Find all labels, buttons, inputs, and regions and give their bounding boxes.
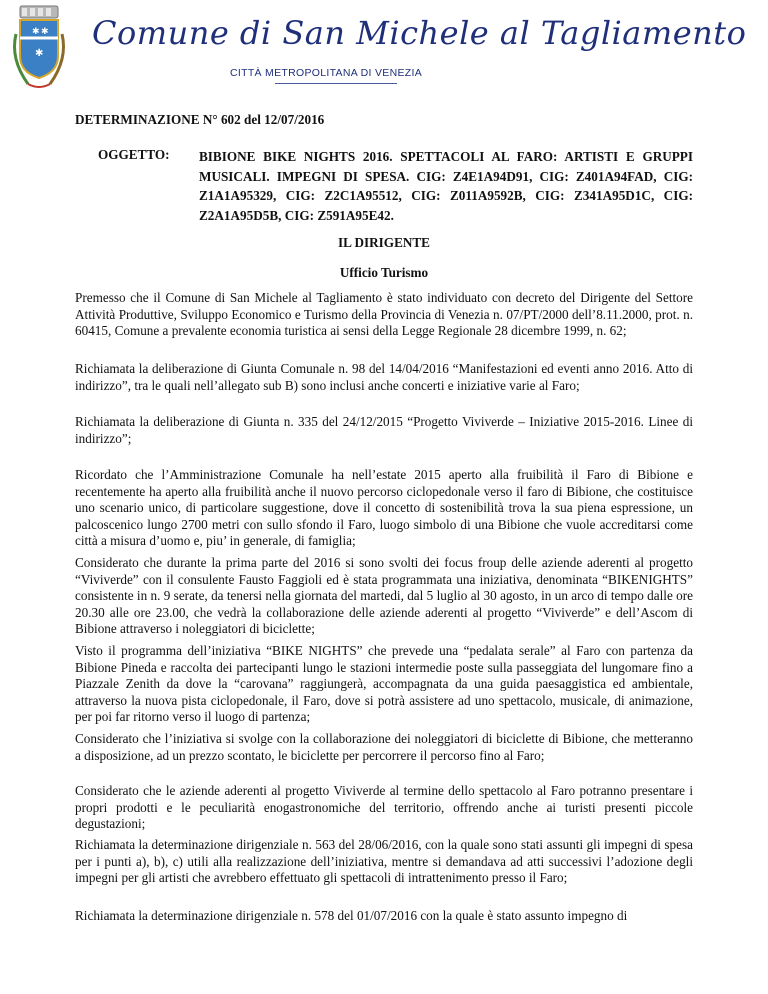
svg-text:✱: ✱ [41,27,49,37]
paragraph-premesso: Premesso che il Comune di San Michele al Tagliamento è stato individuato con decreto del Dirigente del Settore Attività Produttive, Sviluppo Economico e Turismo della Provincia di Venezia n. 07/PT/2000 dell’8.11.2000, prot. n. 60415, Comune a prevalente economia turistica ai sensi della Legge Regionale 28 dicembre 1999, n. 62; [75,290,693,339]
paragraph-considerato-focus: Considerato che durante la prima parte del 2016 si sono svolti dei focus froup delle aziende aderenti al progetto “Viviverde” con il consulente Fausto Faggioli ed è stata programmata una iniziativa, denominata “BIKENIGHTS” consistente in n. 9 serate, da tenersi nella giornata del martedi, dal 5 luglio al 30 agosto, in un arco di tempo dalle ore 20.30 alle ore 23.00, che vedrà la collaborazione delle aziende aderenti al progetto “Viviverde” e dell’Ascom di Bibione attraverso i noleggiatori di biciclette; [75,555,693,637]
subject-label: OGGETTO: [98,147,170,162]
paragraph-considerato-aziende: Considerato che le aziende aderenti al progetto Viviverde al termine dello spettacolo al Faro potranno presentare i propri prodotti e le peculiarità enogastronomiche del territorio, offrendo anche ai turisti presenti piccole degustazioni; [75,783,693,832]
header-divider [275,83,397,84]
section-heading-dirigente: IL DIRIGENTE [338,235,430,250]
office-heading: Ufficio Turismo [339,265,429,280]
paragraph-determinazione-578: Richiamata la determinazione dirigenziale n. 578 del 01/07/2016 con la quale è stato assunto impegno di [75,908,628,923]
paragraph-delibera-98: Richiamata la deliberazione di Giunta Comunale n. 98 del 14/04/2016 “Manifestazioni ed eventi anno 2016. Atto di indirizzo”, tra le quali nell’allegato sub B) sono inclusi anche concerti e iniziative varie al Faro; [75,361,693,393]
municipality-title: Comune di San Michele al Tagliamento [92,14,747,52]
metropolitan-city-subtitle: CITTÀ METROPOLITANA DI VENEZIA [230,67,422,79]
paragraph-determinazione-563: Richiamata la determinazione dirigenziale n. 563 del 28/06/2016, con la quale sono stati assunti gli impegni di spesa per i punti a), b), c) utili alla realizzazione dell’iniziativa, mentre si demandava ad atti successivi l’adozione degli impegni per gli artisti che avrebbero effettuato gli spettacoli di intrattenimento presso il Faro; [75,837,693,886]
paragraph-ricordato: Ricordato che l’Amministrazione Comunale ha nell’estate 2015 aperto alla fruibilità il Faro di Bibione e recentemente ha aperto alla fruibilità anche il nuovo percorso ciclopedonale verso il faro di Bibione, che costituisce uno scenario unico, di particolare suggestione, dove il concetto di sostenibilità trova la sua piena espressione, un palcoscenico lungo 2700 metri con sullo sfondo il Faro, luogo simbolo di una Bibione che vuole accreditarsi come città a misura d’uomo e, piu’ in generale, di famiglia; [75,467,693,549]
coat-of-arms-icon [8,4,70,92]
svg-text:✱: ✱ [35,48,44,59]
letterhead [0,0,768,95]
determination-number: DETERMINAZIONE N° 602 del 12/07/2016 [75,112,325,127]
paragraph-visto-programma: Visto il programma dell’iniziativa “BIKE NIGHTS” che prevede una “pedalata serale” al Faro con partenza da Bibione Pineda e raccolta dei partecipanti lungo le stazioni intermedie poste sulla passeggiata del lungomare fino a Piazzale Zenith da dove la “carovana” raggiungerà, accompagnata da una guida paesaggistica ed ambientale, attraverso la nuova pista ciclopedonale, il Faro, dove si potrà assistere ad uno spettacolo, musicale, di animazione, per poi far ritorno verso il luogo di partenza; [75,643,693,725]
subject-text: BIBIONE BIKE NIGHTS 2016. SPETTACOLI AL FARO: ARTISTI E GRUPPI MUSICALI. IMPEGNI DI SPESA. CIG: Z4E1A94D91, CIG: Z401A94FAD, CIG: Z1A1A95329, CIG: Z2C1A95512, CIG: Z011A9592B, CIG: Z341A95D1C, CIG: Z2A1A95D5B, CIG: Z591A95E42. [199,149,693,223]
svg-text:✱: ✱ [32,27,40,37]
paragraph-delibera-335: Richiamata la deliberazione di Giunta n. 335 del 24/12/2015 “Progetto Viviverde – Iniziative 2015-2016. Linee di indirizzo”; [75,414,693,446]
paragraph-considerato-noleggiatori: Considerato che l’iniziativa si svolge con la collaborazione dei noleggiatori di biciclette di Bibione, che metteranno a disposizione, ad un prezzo scontato, le biciclette per percorrere il percorso fino al Faro; [75,731,693,763]
